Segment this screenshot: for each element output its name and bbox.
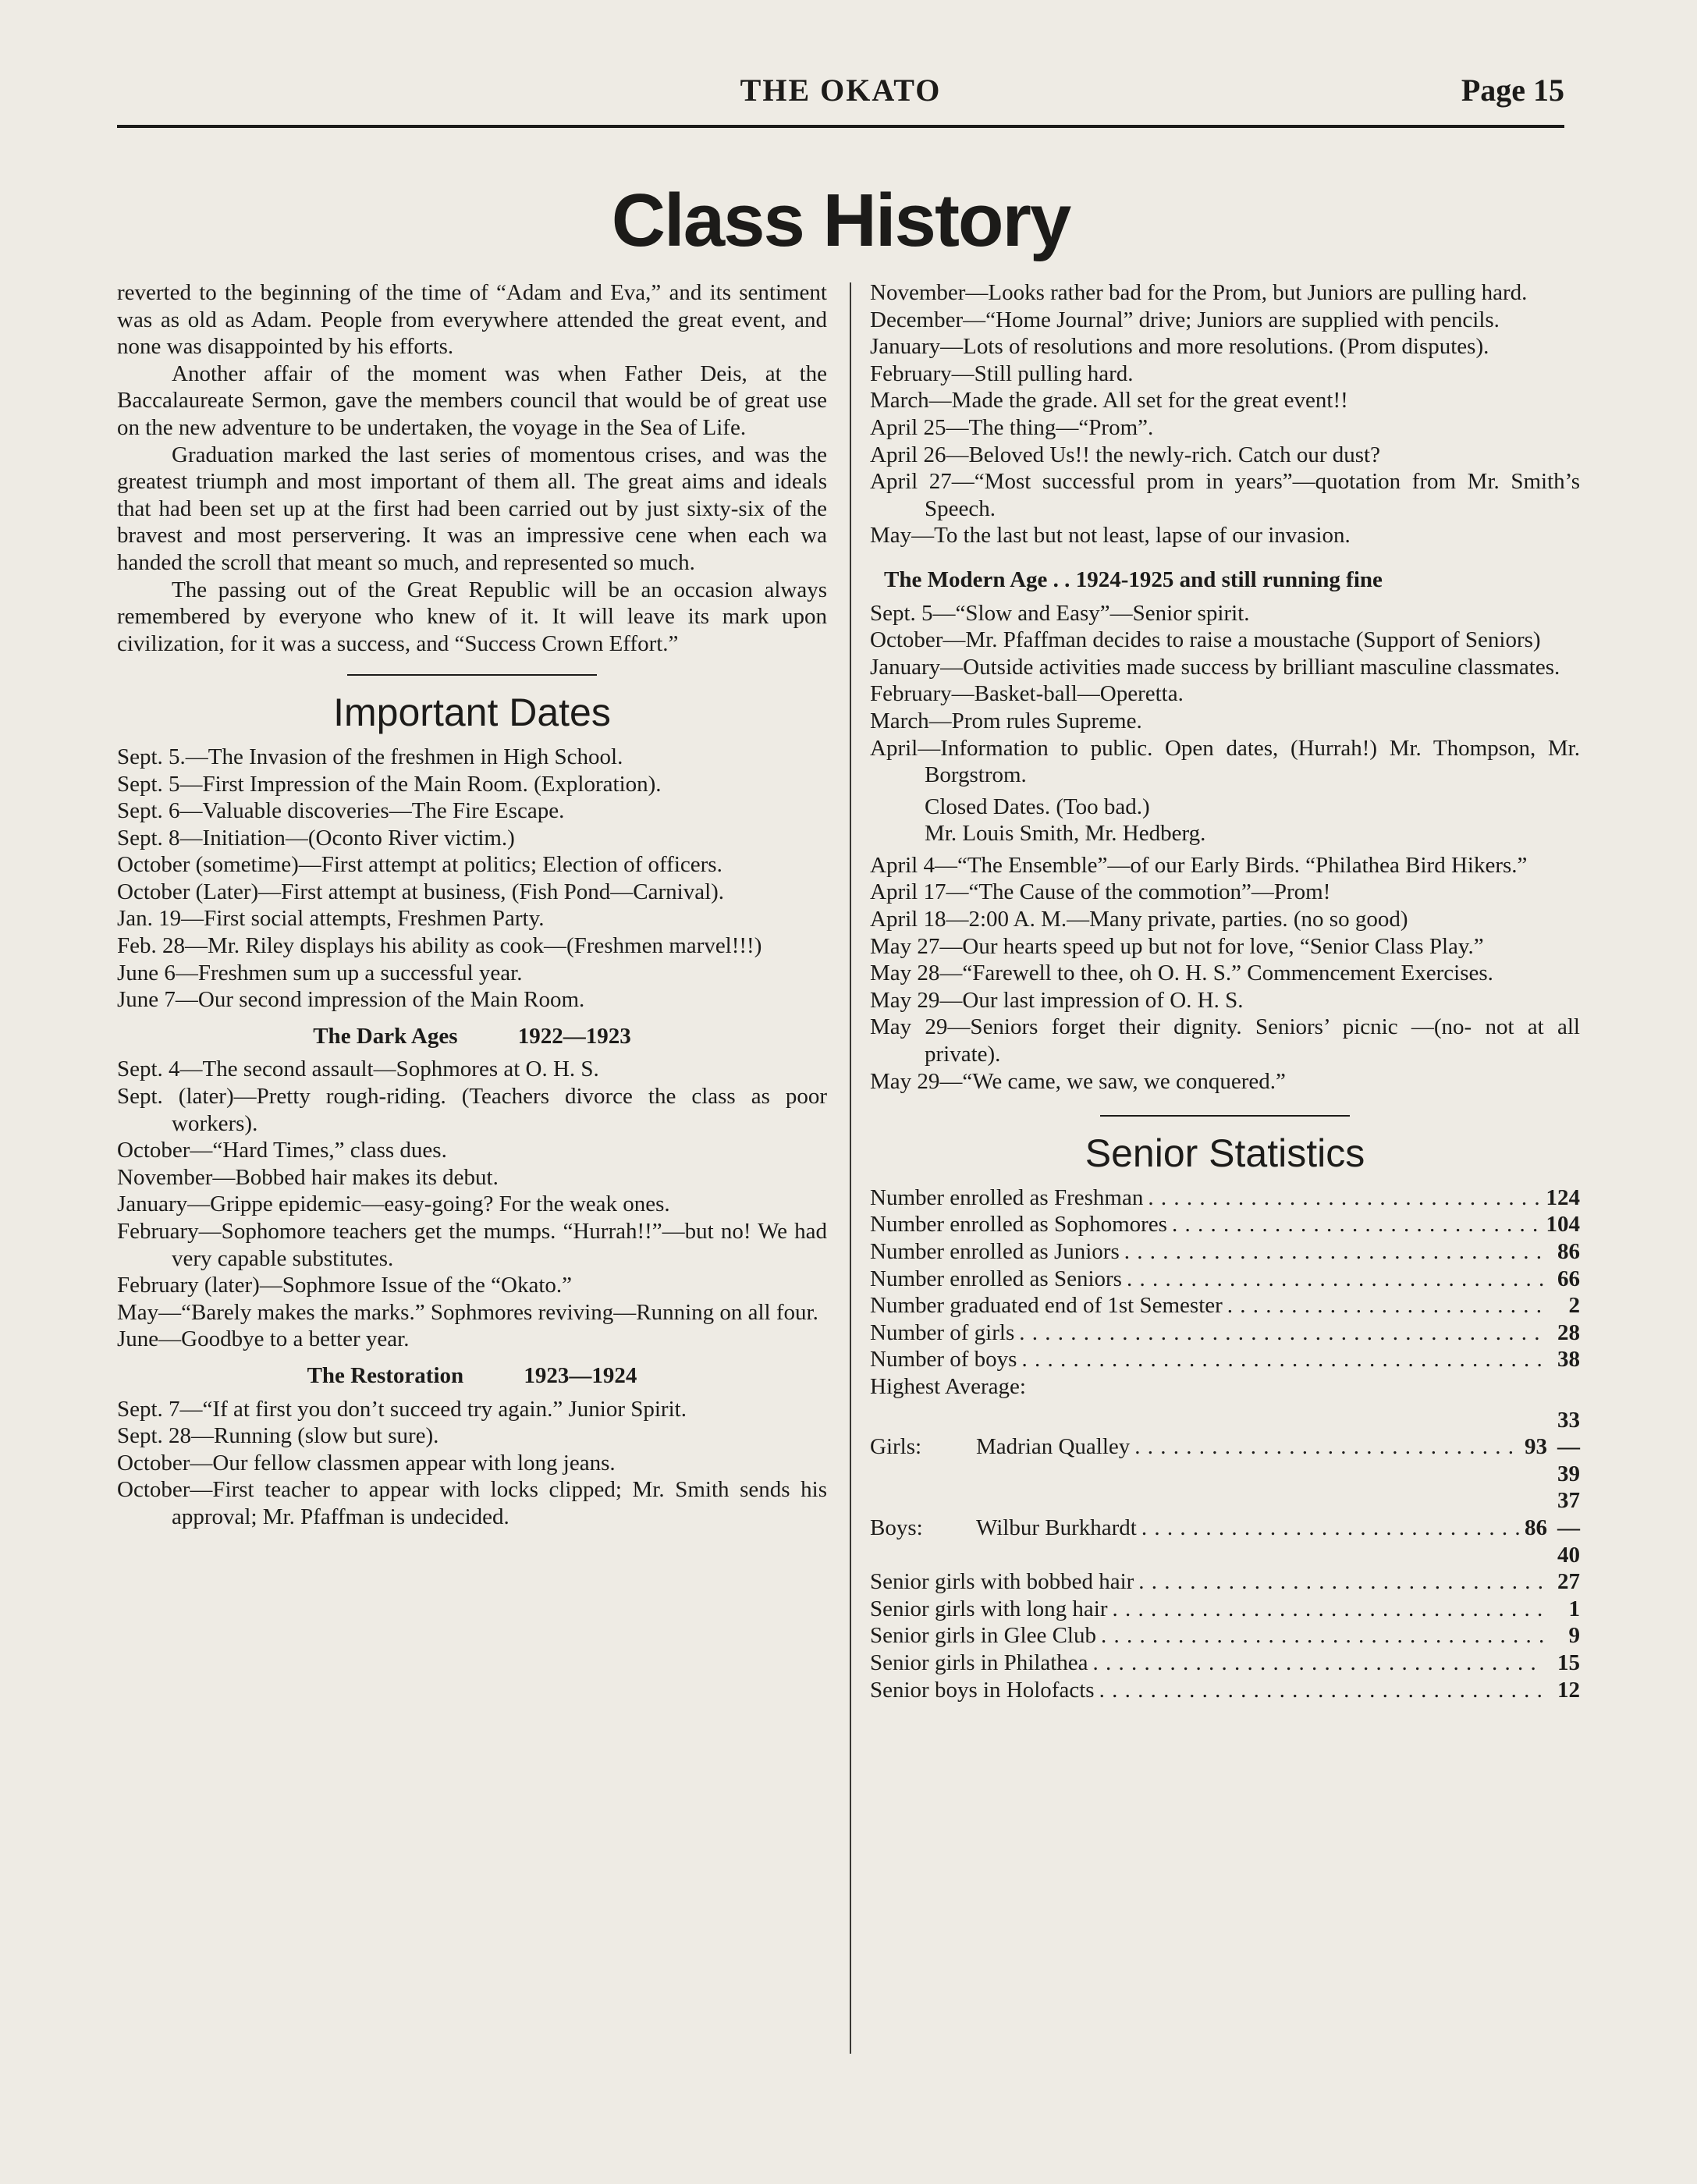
stat-label: Number graduated end of 1st Semester [870,1293,1223,1319]
history-paragraph: reverted to the beginning of the time of “Adam and Eva,” and its sentiment was as old as Adam. People from everywhere attended the great event, and none was disappointed by his efforts. [117,280,827,360]
stat-value: 124 [1546,1184,1580,1210]
stat-value: 86 [1557,1239,1580,1264]
magazine-title: THE OKATO [740,73,942,108]
leader-dots [1101,1622,1544,1650]
era-name: The Restoration [307,1362,464,1388]
stat-row [870,1292,1580,1319]
stat-row [870,1211,1580,1238]
leader-dots [1172,1211,1542,1238]
closed-dates-note [870,794,1580,847]
history-paragraph: Another affair of the moment was when Father Deis, at the Baccalaureate Sermon, gave the members council that would be of great use on the new adventure to be undertaken, the voyage in the Sea of Life. [117,360,827,440]
date-entry: December—“Home Journal” drive; Juniors are supplied with pencils. [870,307,1500,332]
stat-label: Number enrolled as Seniors [870,1266,1122,1291]
stat-value: 28 [1557,1319,1580,1345]
date-entry: May 28—“Farewell to thee, oh O. H. S.” Commencement Exercises. [870,961,1493,986]
highest-average-label: Highest Average: [870,1373,1026,1399]
page-header [117,72,1564,119]
date-entry: Sept. 7—“If at first you don’t succeed try again.” Junior Spirit. [117,1396,687,1422]
date-entry: May 27—Our hearts speed up but not for love, “Senior Class Play.” [870,933,1484,959]
date-entry: October—First teacher to appear with locks clipped; Mr. Smith sends his approval; Mr. Pfaffman is undecided. [117,1477,827,1529]
date-entry: Sept. 5—First Impression of the Main Room. (Exploration). [117,771,662,797]
avg-value: 93 [1525,1434,1547,1460]
date-entry: Sept. 8—Initiation—(Oconto River victim.) [117,825,515,851]
fraction-bottom: 39 [1557,1461,1580,1486]
date-entry: October—Mr. Pfaffman decides to raise a moustache (Support of Seniors) [870,627,1541,653]
avg-name: Wilbur Burkhardt [976,1515,1137,1540]
date-entry: June—Goodbye to a better year. [117,1326,410,1352]
date-entry: February (later)—Sophmore Issue of the “Okato.” [117,1273,573,1298]
restoration-entries [117,1396,827,1531]
page [117,0,1580,2184]
date-entry: June 7—Our second impression of the Main Room. [117,987,585,1013]
date-entry: Feb. 28—Mr. Riley displays his ability as cook—(Freshmen marvel!!!) [117,933,762,959]
stat-label: Senior girls with bobbed hair [870,1569,1134,1595]
date-entry: October (Later)—First attempt at business, (Fish Pond—Carnival). [117,879,725,904]
leader-dots [1124,1238,1544,1266]
stat-label: Number of girls [870,1319,1015,1345]
leader-dots [1112,1596,1544,1623]
fraction-bar: — [1557,1434,1580,1460]
girls-average [870,1407,1580,1488]
date-entry: May 29—Seniors forget their dignity. Seniors’ picnic —(no- not at all private). [870,1014,1580,1067]
header-rule [117,125,1564,128]
avg-label: Girls: [870,1434,922,1460]
important-dates-title: Important Dates [333,691,611,735]
date-entry: Sept. 4—The second assault—Sophmores at O. H. S. [117,1056,599,1082]
freshman-entries [117,744,827,1014]
column-divider [850,282,851,2054]
fraction-bottom: 40 [1557,1542,1580,1568]
history-text [117,279,827,657]
stat-value: 66 [1557,1266,1580,1291]
fraction-top: 33 [1557,1407,1580,1433]
stat-label: Senior girls in Philathea [870,1650,1088,1675]
page-number: Page 15 [1461,73,1564,108]
stat-value: 104 [1546,1212,1580,1238]
date-entry: November—Looks rather bad for the Prom, but Juniors are pulling hard. [870,280,1528,305]
date-entry: May 29—Our last impression of O. H. S. [870,987,1244,1013]
date-entry: March—Made the grade. All set for the great event!! [870,388,1348,414]
date-entry: June 6—Freshmen sum up a successful year. [117,960,523,985]
stat-value: 38 [1557,1347,1580,1373]
date-entry: Jan. 19—First social attempts, Freshmen Party. [117,906,545,932]
date-entry: January—Lots of resolutions and more resolutions. (Prom disputes). [870,334,1489,360]
stat-row [870,1568,1580,1596]
date-entry: October (sometime)—First attempt at politics; Election of officers. [117,852,722,878]
fraction-top: 37 [1557,1488,1580,1514]
era-heading-modern-age [870,566,1580,594]
avg-label: Boys: [870,1515,923,1540]
closed-dates-line: Mr. Louis Smith, Mr. Hedberg. [925,821,1206,847]
stat-row [870,1346,1580,1373]
date-entry: Sept. 6—Valuable discoveries—The Fire Escape. [117,798,565,824]
date-entry: April 26—Beloved Us!! the newly-rich. Catch our dust? [870,442,1380,467]
stat-row [870,1184,1580,1212]
stat-value: 1 [1568,1596,1580,1621]
leader-dots [1021,1346,1544,1373]
date-entry: April 4—“The Ensemble”—of our Early Birds. “Philathea Bird Hikers.” [870,852,1528,878]
date-entry: October—“Hard Times,” class dues. [117,1138,447,1163]
date-entry: April—Information to public. Open dates, (Hurrah!) Mr. Thompson, Mr. Borgstrom. [870,735,1580,788]
leader-dots [1227,1292,1544,1319]
dark-ages-entries [117,1056,827,1353]
avg-name: Madrian Qualley [976,1434,1131,1460]
modern-age-entries [870,600,1580,789]
left-column [117,279,827,1531]
leader-dots [1099,1677,1544,1704]
era-heading-restoration [117,1362,827,1390]
statistics-list [870,1184,1580,1373]
date-entry: May—“Barely makes the marks.” Sophmores reviving—Running on all four. [117,1299,818,1325]
era-name: The Dark Ages [313,1023,458,1049]
date-entry: March—Prom rules Supreme. [870,708,1142,733]
era-years: 1924-1925 and still running fine [1075,566,1383,592]
date-entry: April 27—“Most successful prom in years”—quotation from Mr. Smith’s Speech. [870,469,1580,521]
stat-label: Senior girls in Glee Club [870,1623,1096,1649]
era-heading-dark-ages [117,1023,827,1050]
stat-label: Number enrolled as Sophomores [870,1212,1167,1238]
stat-value: 12 [1557,1677,1580,1703]
statistics-list-2 [870,1568,1580,1703]
date-entry: October—Our fellow classmen appear with long jeans. [117,1450,616,1476]
modern-age-entries-2 [870,852,1580,1095]
date-entry: Sept. 5—“Slow and Easy”—Senior spirit. [870,600,1250,626]
stat-label: Senior girls with long hair [870,1596,1108,1621]
date-entry: November—Bobbed hair makes its debut. [117,1164,499,1190]
leader-dots [1127,1266,1544,1293]
date-entry: January—Grippe epidemic—easy-going? For the weak ones. [117,1191,670,1217]
date-entry: February—Still pulling hard. [870,360,1134,386]
date-entry: Sept. 28—Running (slow but sure). [117,1423,439,1449]
date-entry: April 25—The thing—“Prom”. [870,414,1154,440]
fraction-bar: — [1557,1515,1580,1540]
history-paragraph: Graduation marked the last series of momentous crises, and was the greatest triumph and most important of them all. The great aims and ideals that had been set up at the first had been carried out by just sixty-six of the bravest and most perservering. It was an impressive cene when each wa handed the scroll that meant so much, and represented so much. [117,442,827,575]
stat-label: Number of boys [870,1347,1017,1373]
boys-average [870,1487,1580,1568]
date-entry: May 29—“We came, we saw, we conquered.” [870,1068,1286,1094]
senior-statistics-title: Senior Statistics [1085,1131,1365,1176]
date-entry: Sept. (later)—Pretty rough-riding. (Teachers divorce the class as poor workers). [117,1084,827,1136]
stat-label: Senior boys in Holofacts [870,1677,1095,1703]
date-entry: April 18—2:00 A. M.—Many private, parties. (no so good) [870,907,1408,932]
date-entry: January—Outside activities made success by brilliant masculine classmates. [870,654,1560,680]
stat-value: 27 [1557,1569,1580,1595]
stat-row [870,1319,1580,1347]
date-entry: February—Sophomore teachers get the mumps. “Hurrah!!”—but no! We had very capable substitutes. [117,1219,827,1271]
stat-value: 15 [1557,1650,1580,1675]
date-entry: April 17—“The Cause of the commotion”—Prom! [870,879,1331,905]
section-divider [347,674,597,676]
page-title: Class History [611,179,1070,262]
stat-row [870,1266,1580,1293]
era-years: 1923—1924 [524,1362,637,1388]
right-column [870,279,1580,1703]
stat-value: 9 [1568,1623,1580,1649]
section-divider [1100,1115,1350,1117]
era-years: 1922—1923 [517,1023,631,1049]
leader-dots [1148,1184,1541,1212]
stat-value: 2 [1568,1293,1580,1319]
stat-row [870,1622,1580,1650]
date-entry: February—Basket-ball—Operetta. [870,681,1184,707]
date-entry: Sept. 5.—The Invasion of the freshmen in High School. [117,744,623,769]
leader-dots [1019,1319,1544,1347]
era-name: The Modern Age . . [884,566,1070,592]
history-paragraph: The passing out of the Great Republic will be an occasion always remembered by everyone who knew of it. It will leave its mark upon civilization, for it was a success, and “Success Crown Effort.” [117,577,827,656]
stat-row [870,1677,1580,1704]
stat-label: Number enrolled as Juniors [870,1239,1120,1264]
date-entry: May—To the last but not least, lapse of our invasion. [870,523,1351,549]
avg-value: 86 [1525,1515,1547,1540]
stat-row [870,1650,1580,1677]
leader-dots [1138,1568,1544,1596]
stat-row [870,1238,1580,1266]
closed-dates-line: Closed Dates. (Too bad.) [925,794,1150,819]
restoration-entries-continued [870,279,1580,549]
stat-row [870,1596,1580,1623]
stat-label: Number enrolled as Freshman [870,1184,1144,1210]
leader-dots [1093,1650,1545,1677]
